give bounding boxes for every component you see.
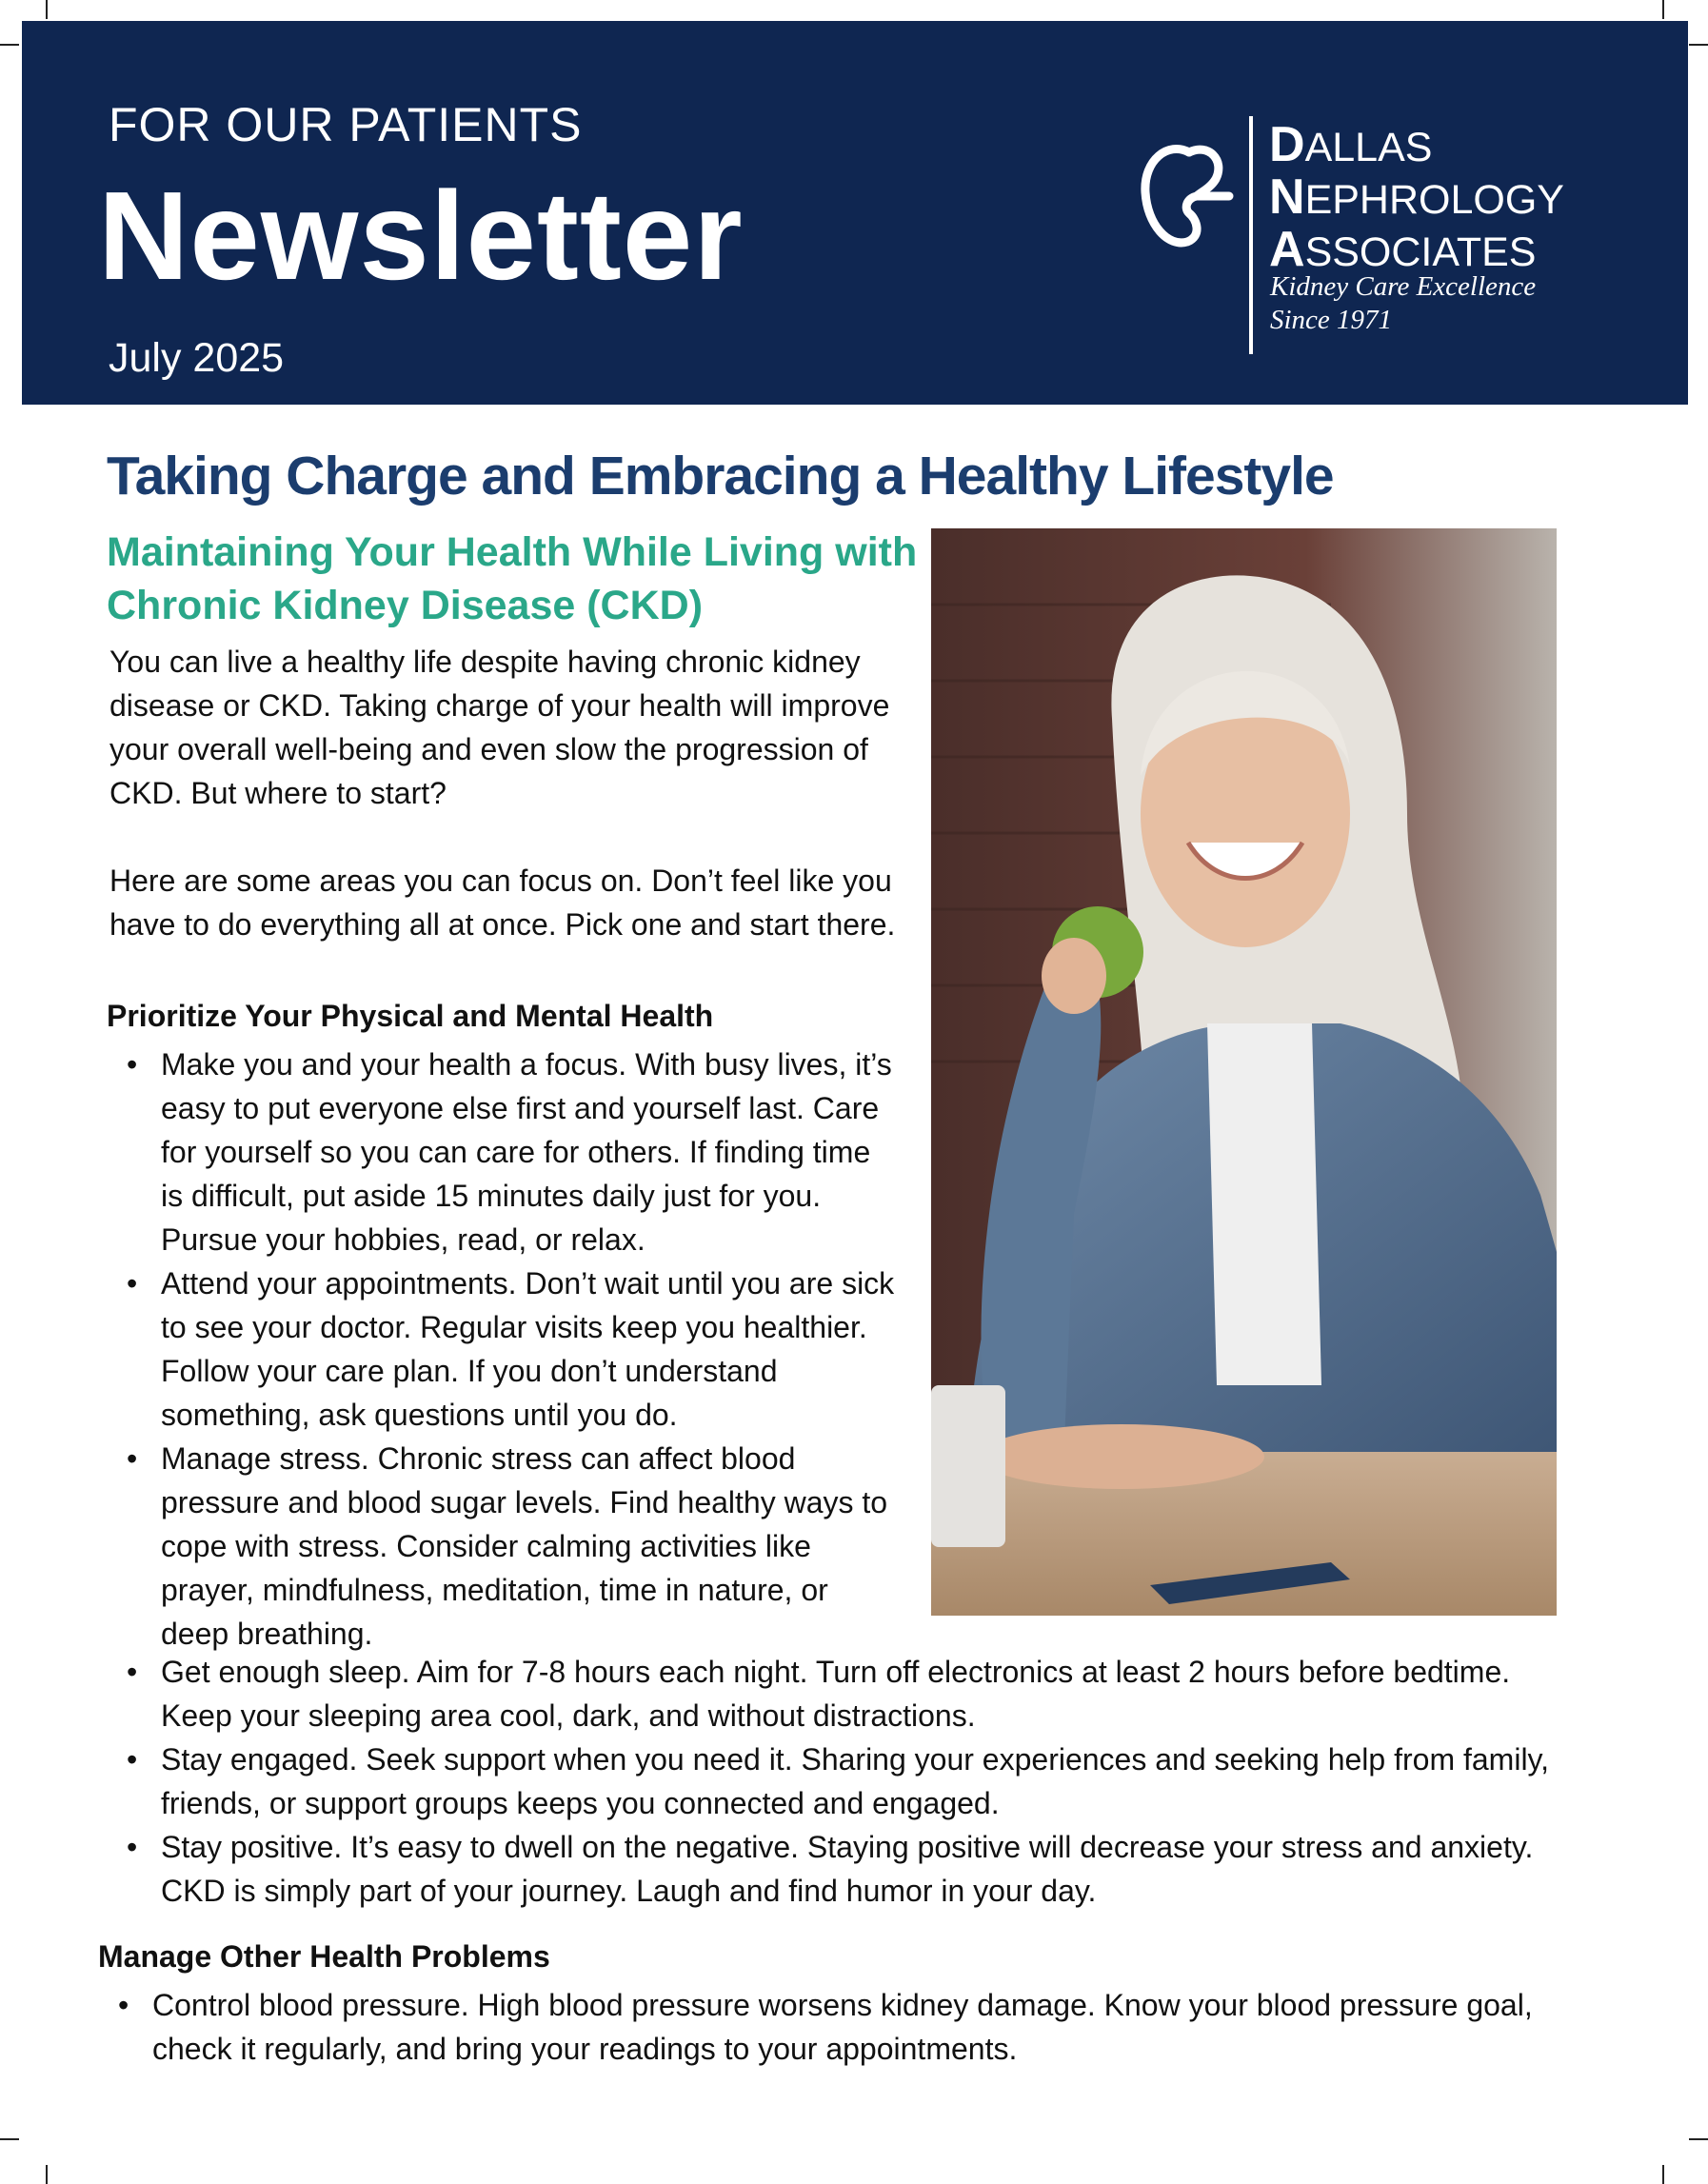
newsletter-banner <box>22 21 1688 405</box>
list-item: • Stay engaged. Seek support when you need it. Sharing your experiences and seeking help from family, friends, or support groups keeps you connected and engaged. <box>108 1737 1574 1825</box>
intro-paragraph: You can live a healthy life despite having chronic kidney disease or CKD. Taking charge of your health will improve your overall well-being and even slow the progression of CKD. But where to start? <box>109 645 890 810</box>
crop-mark-bottom-left-h <box>0 2138 19 2140</box>
list-item: • Get enough sleep. Aim for 7-8 hours each night. Turn off electronics at least 2 hours before bedtime. Keep your sleeping area cool, dark, and without distractions. <box>108 1650 1574 1737</box>
crop-mark-top-left-h <box>0 44 19 46</box>
logo-tagline: Kidney Care Excellence Since 1971 <box>1270 271 1537 335</box>
list-item: • Control blood pressure. High blood pressure worsens kidney damage. Know your blood pressure goal, check it regularly, and bring your readings to your appointments. <box>99 1983 1565 2071</box>
crop-mark-top-right-v <box>1662 0 1664 19</box>
crop-mark-top-right-h <box>1689 44 1708 46</box>
woman-with-apple-photo <box>931 528 1557 1616</box>
article-subhead: Maintaining Your Health While Living with Chronic Kidney Disease (CKD) <box>107 529 918 628</box>
list-item: • Manage stress. Chronic stress can affect blood pressure and blood sugar levels. Find healthy ways to cope with stress. Consider calming activities like prayer, mindfulness, meditation, time in nature, or deep breathing. <box>108 1437 898 1656</box>
logo-divider <box>1249 116 1253 354</box>
bullet-list-health-part2 <box>108 1650 1574 1913</box>
bullet-list-health-part1 <box>108 1042 898 1656</box>
list-item: • Attend your appointments. Don’t wait until you are sick to see your doctor. Regular visits keep you healthier. Follow your care plan. If you don’t understand something, ask questions until you do. <box>108 1261 898 1437</box>
section-title-other-health-problems: Manage Other Health Problems <box>98 1939 550 1974</box>
intro-paragraph-2: Here are some areas you can focus on. Don’t feel like you have to do everything all at once. Pick one and start there. <box>109 864 896 942</box>
list-item: • Stay positive. It’s easy to dwell on the negative. Staying positive will decrease your stress and anxiety. CKD is simply part of your journey. Laugh and find humor in your day. <box>108 1825 1574 1913</box>
crop-mark-bottom-left-v <box>46 2165 48 2184</box>
kidney-logo-icon <box>1134 126 1248 278</box>
banner-kicker: FOR OUR PATIENTS <box>109 98 583 151</box>
bullet-list-other-health <box>99 1983 1565 2071</box>
logo-wordmark: DALLAS NEPHROLOGY ASSOCIATES <box>1269 117 1564 277</box>
crop-mark-bottom-right-v <box>1662 2165 1664 2184</box>
section-title-physical-mental-health: Prioritize Your Physical and Mental Health <box>107 999 714 1033</box>
crop-mark-top-left-v <box>46 0 48 19</box>
list-item: • Make you and your health a focus. With busy lives, it’s easy to put everyone else first and yourself last. Care for yourself so you can care for others. If finding time is difficult, put aside 15 minutes daily just for you. Pursue your hobbies, read, or relax. <box>108 1042 898 1261</box>
crop-mark-bottom-right-h <box>1689 2138 1708 2140</box>
article-headline: Taking Charge and Embracing a Healthy Lifestyle <box>107 446 1334 506</box>
newsletter-title: Newsletter <box>98 166 744 306</box>
issue-date: July 2025 <box>109 335 285 381</box>
